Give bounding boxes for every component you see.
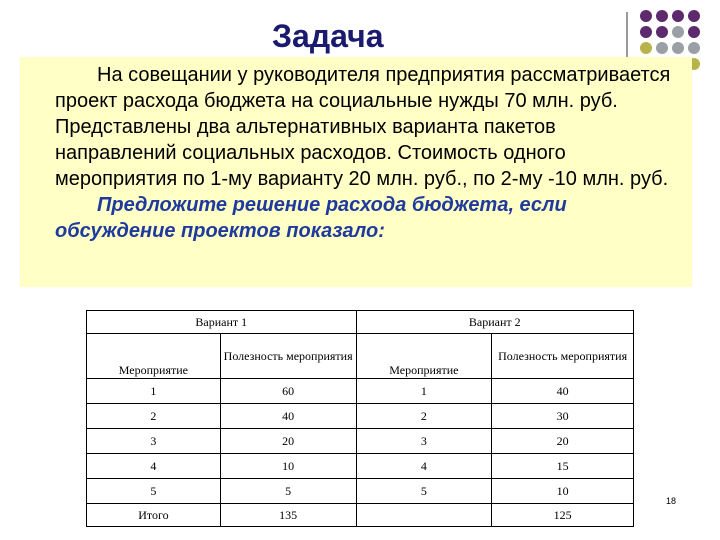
table-row — [87, 404, 634, 429]
dot-icon — [640, 10, 652, 22]
page-title: Задача — [272, 18, 384, 54]
table-row — [87, 454, 634, 479]
dot-icon — [672, 26, 684, 38]
cell-event2: 5 — [356, 479, 492, 504]
dot-icon — [640, 42, 652, 54]
cell-utility2: 10 — [492, 479, 634, 504]
cell-utility2: 20 — [492, 429, 634, 454]
cell-event1: 4 — [87, 454, 221, 479]
cell-event1: 5 — [87, 479, 221, 504]
page-number: 18 — [666, 496, 677, 506]
variants-table — [86, 310, 634, 527]
cell-event1: 1 — [87, 379, 221, 404]
total-variant1: 135 — [220, 504, 356, 527]
dot-icon — [672, 10, 684, 22]
cell-event2: 4 — [356, 454, 492, 479]
variant2-header: Вариант 2 — [356, 311, 634, 334]
total-empty-cell — [356, 504, 492, 527]
variant1-header: Вариант 1 — [87, 311, 357, 334]
question-paragraph: Предложите решение расхода бюджета, если обсуждение проектов показало: — [55, 194, 567, 242]
cell-event1: 3 — [87, 429, 221, 454]
cell-event2: 1 — [356, 379, 492, 404]
cell-event1: 2 — [87, 404, 221, 429]
cell-utility2: 30 — [492, 404, 634, 429]
col-utility-2: Полезность мероприятия — [492, 334, 634, 379]
cell-utility1: 60 — [220, 379, 356, 404]
cell-utility2: 15 — [492, 454, 634, 479]
table-total-row — [87, 504, 634, 527]
cell-event2: 3 — [356, 429, 492, 454]
cell-event2: 2 — [356, 404, 492, 429]
table-row — [87, 479, 634, 504]
cell-utility1: 10 — [220, 454, 356, 479]
col-event-1: Мероприятие — [87, 334, 221, 379]
cell-utility1: 20 — [220, 429, 356, 454]
col-utility-1: Полезность мероприятия — [220, 334, 356, 379]
cell-utility2: 40 — [492, 379, 634, 404]
total-variant2: 125 — [492, 504, 634, 527]
cell-utility1: 40 — [220, 404, 356, 429]
dot-icon — [640, 26, 652, 38]
dot-icon — [688, 10, 700, 22]
dot-icon — [656, 10, 668, 22]
col-event-2: Мероприятие — [356, 334, 492, 379]
cell-utility1: 5 — [220, 479, 356, 504]
total-label: Итого — [87, 504, 221, 527]
dot-icon — [656, 26, 668, 38]
problem-text — [55, 62, 680, 244]
table-subheader-row — [87, 334, 634, 379]
dot-icon — [656, 42, 668, 54]
dot-icon — [688, 42, 700, 54]
table-row — [87, 379, 634, 404]
problem-paragraph: На совещании у руководителя предприятия рассматривается проект расхода бюджета на социальные нужды 70 млн. руб. Представлены два альтернативных варианта пакетов направлений социальных расходов. Стоимость одного мероприятия по 1-му варианту 20 млн. руб., по 2-му -10 млн. руб. — [55, 64, 671, 190]
table-row — [87, 429, 634, 454]
table-header-row — [87, 311, 634, 334]
dot-icon — [688, 26, 700, 38]
dot-icon — [672, 42, 684, 54]
